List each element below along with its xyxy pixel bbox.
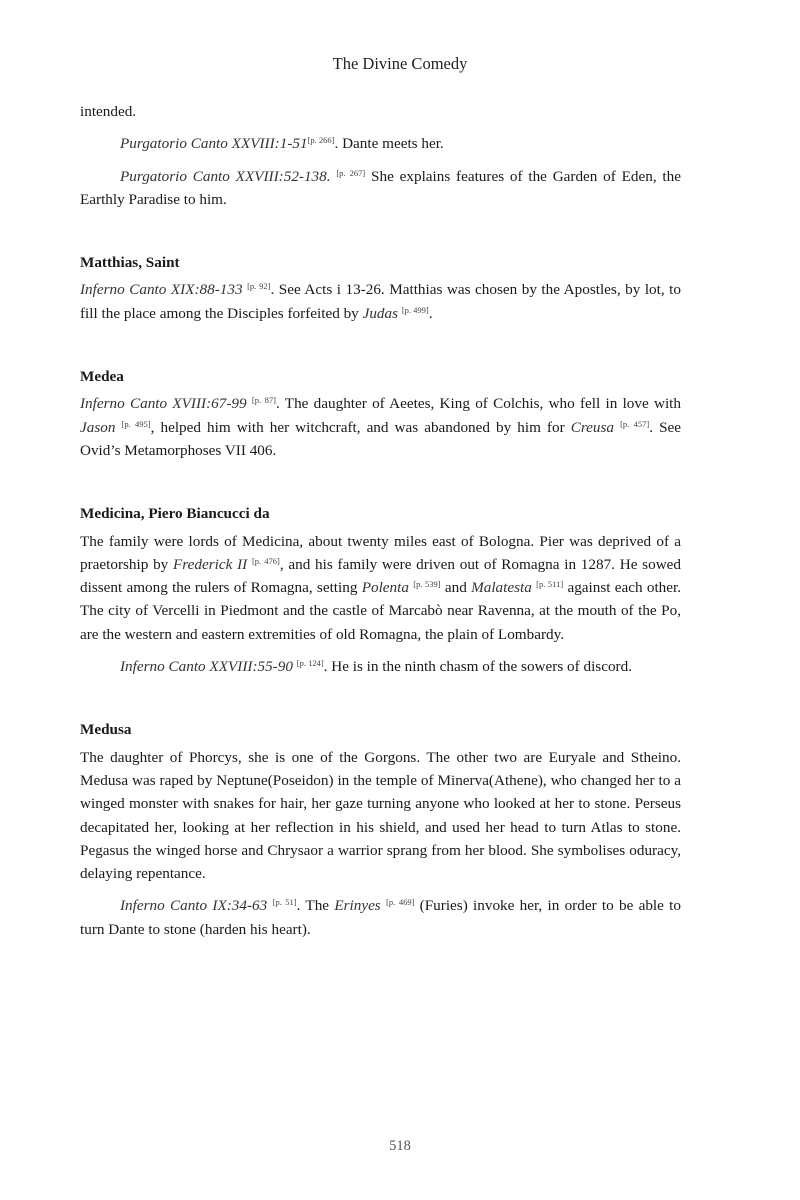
page-reference: [p. 267] [336, 167, 366, 178]
entry-paragraph [80, 655, 681, 678]
canto-reference-link[interactable]: Inferno Canto XIX:88-133 [80, 281, 243, 299]
cross-reference-link[interactable]: Erinyes [334, 897, 381, 915]
entry-heading: Medusa [80, 721, 132, 739]
paragraph-text: against each other. The city of Vercelli in Piedmont and the castle of Marcabò near Ravenna, at the mouth of the Po, are the western and eastern extremities of old Romagna, the plain of Lombardy. [80, 579, 682, 643]
cross-reference-link[interactable]: Creusa [570, 418, 615, 436]
canto-reference-link[interactable]: Inferno Canto IX:34-63 [120, 897, 268, 915]
page-reference: [p. 87] [251, 395, 277, 406]
cross-reference-link[interactable]: Malatesta [471, 579, 532, 597]
paragraph-text: The family were lords of Medicina, about twenty miles east of Bologna. Pier was deprived of a praetorship by [80, 532, 681, 573]
canto-reference-link[interactable]: Inferno Canto XXVIII:55-90 [120, 658, 293, 676]
cross-reference-link[interactable]: Frederick II [173, 555, 248, 573]
page-reference: [p. 469] [386, 897, 415, 908]
page-reference: [p. 124] [296, 658, 324, 669]
page-reference: [p. 476] [251, 555, 280, 566]
page-reference: [p. 457] [620, 418, 650, 429]
page-reference: [p. 511] [536, 579, 564, 590]
page-reference: [p. 51] [272, 897, 297, 908]
glossary-entry-medusa [80, 718, 681, 941]
page-reference: [p. 92] [247, 281, 271, 292]
page-reference: [p. 495] [121, 418, 151, 429]
entry-paragraph [80, 392, 681, 462]
glossary-entry-matthias [80, 251, 681, 325]
paragraph-text: She explains features of the Garden of Eden, the Earthly Paradise to him. [80, 167, 681, 208]
entry-paragraph [80, 530, 681, 646]
entry-paragraph [80, 894, 681, 941]
paragraph-text: . He is in the ninth chasm of the sowers of discord. [323, 658, 632, 676]
paragraph-text: , helped him with her witchcraft, and was abandoned by him for [150, 418, 571, 436]
canto-reference-link[interactable]: Purgatorio Canto XXVIII:1-51 [120, 135, 308, 153]
page-reference: [p. 266] [307, 135, 335, 146]
entry-heading: Matthias, Saint [80, 254, 180, 272]
paragraph-text: . Dante meets her. [334, 135, 444, 153]
page-content [80, 100, 681, 941]
paragraph-text: . See Ovid’s Metamorphoses VII 406. [80, 418, 682, 459]
entry-paragraph: The daughter of Phorcys, she is one of the Gorgons. The other two are Euryale and Stheino. Medusa was raped by Neptune(Poseidon) in the temple of Minerva(Athene), who changed her to a winged monster with snakes for hair, her gaze turning anyone who looked at her to stone. Perseus decapitated her, looking at her reflection in his shield, and used her head to turn Atlas to stone. Pegasus the winged horse and Chrysaor a warrior sprang from her blood. She symbolises oduracy, delaying repentance. [80, 748, 681, 883]
canto-reference-link[interactable]: Purgatorio Canto XXVIII:52-138. [120, 167, 331, 185]
page-reference: [p. 539] [413, 579, 441, 590]
entry-paragraph [80, 278, 681, 325]
paragraph-text: . The daughter of Aeetes, King of Colchis, who fell in love with [276, 395, 681, 413]
paragraph-text: . [428, 304, 433, 322]
canto-reference-link[interactable]: Inferno Canto XVIII:67-99 [80, 395, 247, 413]
cross-reference-link[interactable]: Polenta [361, 579, 409, 597]
cross-reference-link[interactable]: Judas [362, 304, 399, 322]
page-number: 518 [389, 1138, 411, 1154]
paragraph-text: , and his family were driven out of Romagna in 1287. He sowed dissent among the rulers of Romagna, setting [80, 555, 681, 597]
continuation-paragraph-2 [80, 165, 681, 212]
running-header: The Divine Comedy [332, 54, 468, 73]
paragraph-text: and [440, 579, 472, 597]
entry-heading: Medicina, Piero Biancucci da [80, 505, 270, 523]
paragraph-text: . See Acts i 13-26. Matthias was chosen by the Apostles, by lot, to fill the place among the Disciples forfeited by [80, 281, 681, 322]
paragraph-text: (Furies) invoke her, in order to be able to turn Dante to stone (harden his heart). [80, 897, 681, 938]
glossary-entry-medea [80, 365, 681, 462]
glossary-entry-medicina [80, 502, 681, 678]
page-reference: [p. 499] [401, 304, 429, 315]
continuation-text: intended. [80, 103, 137, 120]
cross-reference-link[interactable]: Jason [80, 418, 116, 436]
paragraph-text: . The [296, 897, 335, 915]
continuation-paragraph-1 [80, 132, 681, 155]
entry-heading: Medea [80, 368, 124, 386]
